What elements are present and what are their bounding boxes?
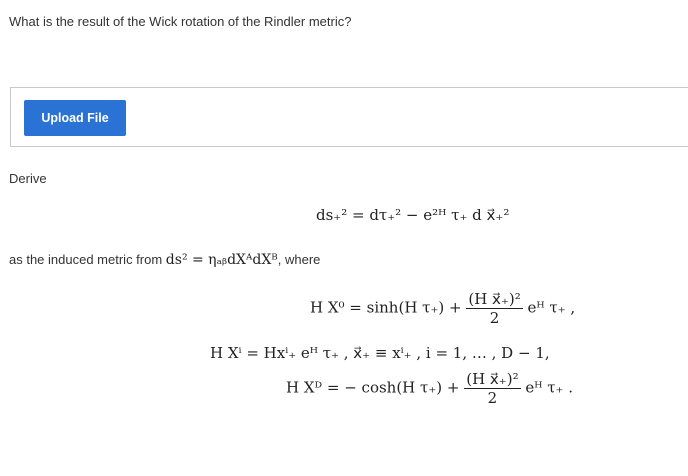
equation-x0-numerator: (H x⃗₊)²: [468, 290, 521, 308]
equation-xd-tail: eᴴ τ₊ .: [525, 378, 574, 397]
equation-xd-lhs: H Xᴰ = − cosh(H τ₊) +: [286, 378, 460, 397]
equation-xi: H Xⁱ = Hxⁱ₊ eᴴ τ₊ , x⃗₊ ≡ xⁱ₊ , i = 1, … , D − 1,: [210, 344, 550, 362]
equation-xd-numerator: (H x⃗₊)²: [466, 370, 519, 388]
equation-x0-lhs: H X⁰ = sinh(H τ₊) +: [310, 298, 462, 317]
induced-suffix: , where: [277, 252, 321, 267]
induced-formula: ds² = ηₐᵦdXᴬdXᴮ: [165, 252, 278, 268]
equation-xd-fraction: [464, 370, 520, 407]
question-text: What is the result of the Wick rotation of the Rindler metric?: [9, 14, 352, 29]
derive-label: Derive: [9, 171, 47, 186]
equation-x0-denominator: 2: [489, 309, 500, 327]
equation-x0-tail: eᴴ τ₊ ,: [527, 298, 576, 317]
upload-area: [10, 87, 688, 147]
equation-x0-fraction: [466, 290, 522, 327]
equation-x0: [310, 290, 575, 327]
metric-equation: ds₊² = dτ₊² − e²ᴴ τ₊ d x⃗₊²: [316, 206, 510, 224]
upload-file-button[interactable]: Upload File: [24, 100, 126, 136]
induced-metric-line: [9, 252, 320, 268]
equation-xd: [286, 370, 573, 407]
induced-prefix: as the induced metric from: [9, 252, 166, 267]
equation-xd-denominator: 2: [487, 389, 498, 407]
